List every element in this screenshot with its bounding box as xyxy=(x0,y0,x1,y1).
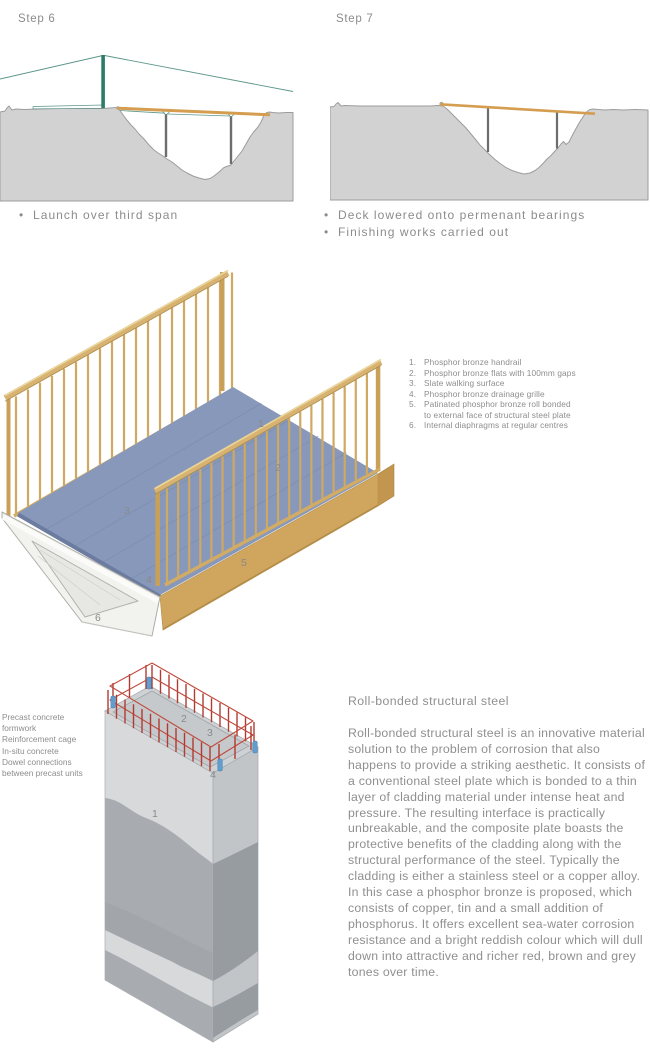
legend-num: 6. xyxy=(409,420,417,430)
legend-num: 3. xyxy=(409,378,417,388)
legend-item xyxy=(409,357,600,368)
far-railing-handrail-highlight xyxy=(5,271,228,396)
legend-item xyxy=(409,399,600,420)
callout-3: 3 xyxy=(207,727,213,739)
list-item xyxy=(324,207,585,224)
legend-text: Phosphor bronze handrail xyxy=(424,357,522,367)
callout-4: 4 xyxy=(146,574,152,586)
callout-2: 2 xyxy=(181,713,187,725)
far-railing-handrail xyxy=(5,273,228,398)
bullet-dot-icon: • xyxy=(324,208,330,222)
step6-bullet-text: Launch over third span xyxy=(33,208,179,222)
step6-title: Step 6 xyxy=(18,13,56,25)
legend-item xyxy=(409,368,600,379)
pier-label: Dowel connections between precast units xyxy=(2,756,83,779)
callout-4: 4 xyxy=(210,769,216,781)
legend-num: 4. xyxy=(409,388,417,399)
step6-backspan-deck xyxy=(33,105,103,109)
step7-diagram xyxy=(330,90,650,205)
steel-section-body: Roll-bonded structural steel is an innovative material solution to the problem of corrosion that also happens to provide a striking aesthetic. It consists of a conventional steel plate which is bonded to a thin layer of cladding material under intense heat and pressure. The resulting interface is practically unbreakable, and the composite plate boasts the protective benefits of the cladding along with the structural performance of the steel. Typically the cladding is either a stainless steel or a copper alloy. In this case a phosphor bronze is proposed, which consists of copper, tin and a small addition of phosphorus. It offers excellent sea-water corrosion resistance and a bright reddish colour which will dull down into attractive and richer red, brown and grey tones over time. xyxy=(348,726,646,979)
step6-piers xyxy=(166,114,231,164)
step7-deck xyxy=(440,104,595,113)
legend-num: 1. xyxy=(409,357,417,367)
step6-launch-mast xyxy=(101,55,105,108)
legend-text: Phosphor bronze drainage grille xyxy=(424,388,545,399)
legend-text: Internal diaphragms at regular centres xyxy=(424,420,569,430)
bullet-dot-icon: • xyxy=(324,225,330,239)
step7-title: Step 7 xyxy=(336,13,374,25)
bullet-dot-icon: • xyxy=(19,208,25,222)
near-railing-end-post xyxy=(156,489,161,586)
pier-label: Precast concrete formwork xyxy=(2,712,65,734)
legend-item xyxy=(409,420,600,431)
callout-3: 3 xyxy=(124,505,130,517)
steel-section-title: Roll-bonded structural steel xyxy=(348,694,509,708)
far-railing-end-post xyxy=(220,272,225,391)
legend-text xyxy=(424,399,600,420)
step6-cables xyxy=(0,56,293,92)
column-right-shading xyxy=(213,842,258,1038)
callout-1: 1 xyxy=(258,418,264,430)
near-railing-end-post xyxy=(376,362,381,470)
callout-6: 6 xyxy=(95,612,101,624)
legend-text: Slate walking surface xyxy=(424,378,505,388)
step7-bullet-text-1: Deck lowered onto permenant bearings xyxy=(338,208,586,222)
step6-diagram xyxy=(0,45,295,205)
callout-1: 1 xyxy=(152,808,158,820)
legend-num: 2. xyxy=(409,367,417,378)
pier-column-drawing xyxy=(60,650,340,1060)
step6-terrain xyxy=(0,106,293,201)
step7-piers xyxy=(488,108,557,153)
list-item xyxy=(324,224,585,241)
pier-label: In-situ concrete xyxy=(2,745,59,756)
callout-5: 5 xyxy=(241,557,247,569)
pier-label: Reinforcement cage xyxy=(2,734,77,745)
list-item xyxy=(19,207,178,224)
legend-num: 5. xyxy=(409,399,417,409)
callout-2: 2 xyxy=(275,462,281,474)
step6-bullets xyxy=(19,207,178,224)
legend-text: Phosphor bronze flats with 100mm gaps xyxy=(424,367,576,378)
step7-bullets xyxy=(324,207,585,241)
legend-item xyxy=(409,378,600,389)
deck-detail-legend xyxy=(409,357,600,431)
legend-text-line2: to external face of structural steel plate xyxy=(424,409,571,420)
step7-bullet-text-2: Finishing works carried out xyxy=(338,225,510,239)
deck-isometric-drawing xyxy=(0,255,420,655)
far-railing-end-post xyxy=(7,396,11,517)
far-railing-handrail-underside xyxy=(5,276,228,401)
legend-item xyxy=(409,389,600,400)
legend-text-line1: Patinated phosphor bronze roll bonded xyxy=(424,399,571,409)
